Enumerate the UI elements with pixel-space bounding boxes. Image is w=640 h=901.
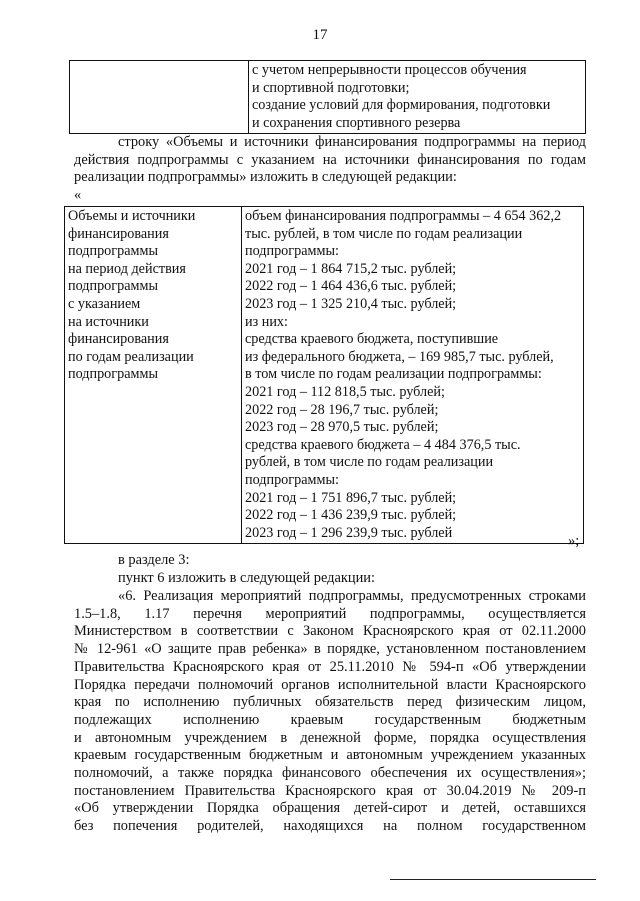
financing-table-label-cell (65, 207, 242, 544)
value-line: 2021 год – 112 818,5 тыс. рублей; (245, 383, 445, 400)
body-line: Порядка передачи полномочий органов исполнительной власти Красноярского (74, 676, 586, 693)
value-line: 2021 год – 1 751 896,7 тыс. рублей; (245, 489, 457, 506)
intro-line: реализации подпрограммы» изложить в следующей редакции: (74, 169, 457, 186)
label-line: Объемы и источники (68, 208, 196, 224)
body-line: Правительства Красноярского края от 25.11.2010 № 594-п «Об утверждении (74, 658, 586, 675)
page-number: 17 (312, 27, 328, 43)
value-line: 2023 год – 28 970,5 тыс. рублей; (245, 419, 439, 436)
value-line: средства краевого бюджета – 4 484 376,5 тыс. (245, 436, 521, 453)
top-table-left-cell (70, 61, 249, 134)
intro-paragraph (74, 134, 586, 187)
label-line: финансирования (68, 225, 169, 242)
body-line: края по исполнению публичных обязательств перед физическим лицом, (74, 694, 586, 711)
value-line: 2021 год – 1 864 715,2 тыс. рублей; (245, 260, 457, 277)
value-line: 2023 год – 1 325 210,4 тыс. рублей; (245, 295, 457, 312)
body-line: полномочий, а также порядка финансового обеспечения их осуществления»; (74, 765, 586, 782)
value-line: средства краевого бюджета, поступившие (245, 331, 499, 348)
body-line: и автономным учреждением в денежной форме, порядка осуществления (74, 729, 586, 746)
top-table-line: и сохранения спортивного резерва (252, 114, 461, 131)
value-line: тыс. рублей, в том числе по годам реализации (245, 225, 523, 242)
body-line: Министерством в соответствии с Законом Красноярского края от 02.11.2000 (74, 623, 586, 640)
value-line: из них: (245, 313, 288, 330)
financing-table-value-cell (242, 207, 584, 544)
label-line: финансирования (68, 331, 169, 348)
value-line: рублей, в том числе по годам реализации (245, 454, 494, 471)
body-line: «6. Реализация мероприятий подпрограммы, предусмотренных строками (118, 588, 586, 604)
value-line: подпрограммы: (245, 243, 339, 260)
body-line: № 12-961 «О защите прав ребенка» в порядке, установленном постановлением (74, 641, 586, 658)
label-line: по годам реализации (68, 348, 194, 365)
value-line: 2022 год – 1 464 436,6 тыс. рублей; (245, 278, 457, 295)
label-line: на источники (68, 313, 149, 330)
top-table-right-cell (249, 61, 586, 134)
body-line: постановлением Правительства Красноярского края от 30.04.2019 № 209-п (74, 782, 586, 799)
top-table-line: и спортивной подготовки; (252, 79, 410, 96)
intro-line: строку «Объемы и источники финансирования подпрограммы на период (118, 134, 586, 150)
section-instructions (74, 552, 586, 587)
value-line: в том числе по годам реализации подпрограммы: (245, 366, 542, 383)
label-line: подпрограммы (68, 278, 158, 295)
intro-line: действия подпрограммы с указанием на источники финансирования по годам (74, 151, 586, 168)
label-line: подпрограммы (68, 243, 158, 260)
top-table (69, 60, 586, 134)
value-line: 2023 год – 1 296 239,9 тыс. рублей (245, 524, 453, 541)
quote-open: « (74, 187, 82, 203)
value-line: 2022 год – 28 196,7 тыс. рублей; (245, 401, 439, 418)
section-label: в разделе 3: (118, 552, 190, 568)
body-line: «Об утверждении Порядка обращения детей-сирот и детей, оставшихся (74, 800, 586, 817)
top-table-line: с учетом непрерывности процессов обучения (252, 62, 527, 78)
label-line: подпрограммы (68, 366, 158, 383)
label-line: с указанием (68, 295, 141, 312)
value-line: подпрограммы: (245, 471, 339, 488)
financing-table (64, 206, 584, 544)
body-line: краевым государственным бюджетным и автономным учреждением указанных (74, 747, 586, 764)
value-line: 2022 год – 1 436 239,9 тыс. рублей; (245, 507, 457, 524)
body-line: без попечения родителей, находящихся на полном государственном (74, 818, 586, 835)
value-line: объем финансирования подпрограммы – 4 654 362,2 (245, 208, 562, 224)
item-label: пункт 6 изложить в следующей редакции: (118, 569, 375, 586)
body-line: 1.5–1.8, 1.17 перечня мероприятий подпрограммы, осуществляется (74, 605, 586, 622)
value-line: из федерального бюджета, – 169 985,7 тыс. рублей, (245, 348, 554, 365)
label-line: на период действия (68, 260, 186, 277)
top-table-line: создание условий для формирования, подготовки (252, 97, 551, 114)
quote-close: »; (568, 533, 580, 549)
body-paragraph (74, 588, 586, 836)
footer-rule (390, 879, 596, 880)
body-line: подлежащих исполнению краевым государственным бюджетным (74, 711, 586, 728)
